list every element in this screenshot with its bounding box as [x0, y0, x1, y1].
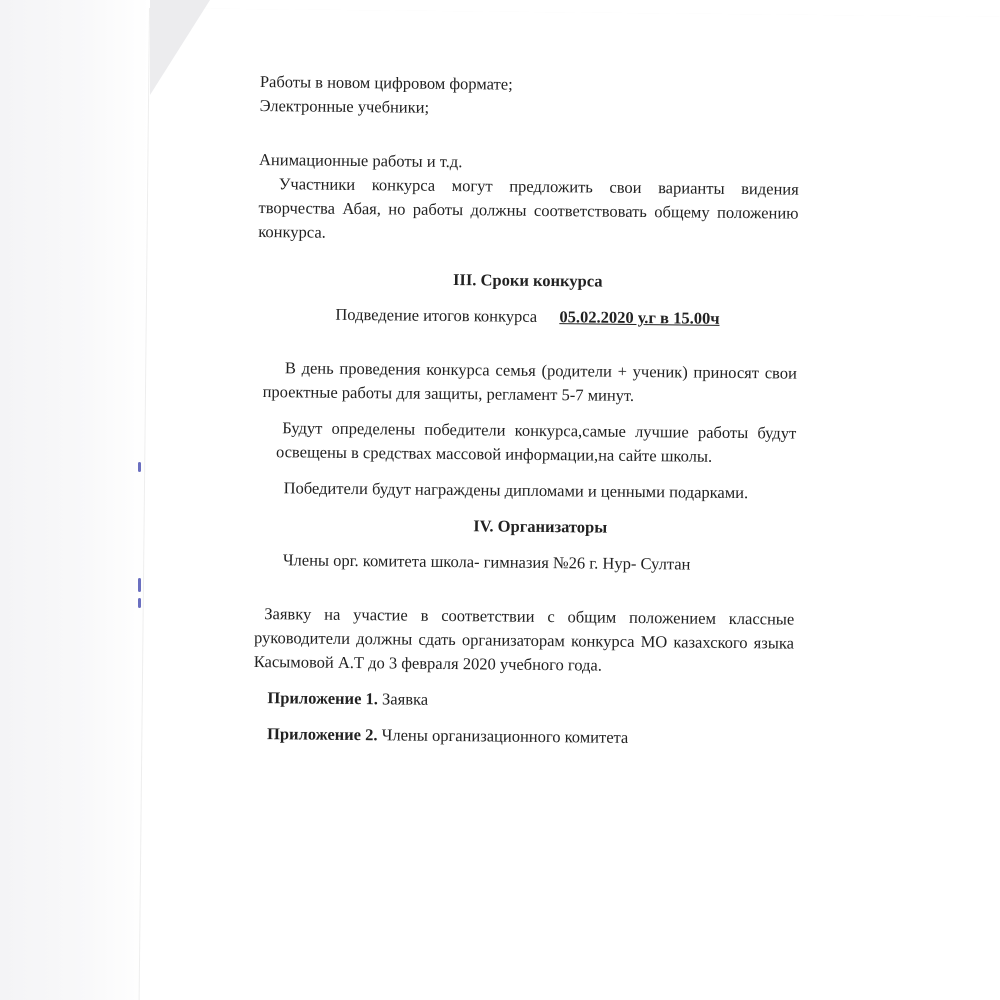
appendix-1-text: Заявка [377, 689, 429, 709]
list-item: Анимационные работы и т.д. [258, 149, 463, 172]
scan-background [0, 0, 150, 1000]
paragraph-line: проектные работы для защиты, регламент 5-7 минут. [262, 382, 635, 405]
defense-paragraph [257, 356, 797, 410]
paragraph-line: Участники конкурса могут предложить свои варианты видения [278, 174, 799, 199]
stamp-mark [138, 578, 141, 592]
paragraph-line: руководители должны сдать организаторам конкурса МО казахского языка [253, 627, 795, 653]
stamp-mark [138, 462, 141, 472]
results-label: Подведение итогов конкурса [335, 304, 538, 326]
participants-paragraph [258, 172, 799, 250]
paragraph-line: освещены в средствах массовой информации,на сайте школы. [275, 442, 713, 466]
paragraph-line: Заявку на участие в соответствии с общим положением классные [264, 604, 795, 629]
stamp-mark [138, 598, 141, 608]
paragraph-line: творчества Абая, но работы должны соответствовать общему положению [258, 197, 799, 223]
paragraph-line: В день проведения конкурса семья (родители + ученик) приносят свои [284, 358, 797, 383]
list-item: Электронные учебники; [259, 95, 430, 117]
committee-line: Члены орг. комитета школа- гимназия №26 г. Нур- Султан [282, 550, 691, 574]
appendix-1-label: Приложение 1. [267, 688, 379, 709]
awards-line: Победители будут награждены дипломами и ценными подарками. [283, 478, 749, 503]
appendix-2-label: Приложение 2. [266, 724, 378, 745]
folded-corner [150, 0, 210, 95]
application-paragraph [254, 602, 795, 680]
section-heading-organizers: IV. Организаторы [473, 516, 608, 537]
winners-paragraph [256, 416, 796, 470]
results-date: 05.02.2020 у.г в 15.00ч [559, 307, 720, 328]
paragraph-line: Касымовой А.Т до 3 февраля 2020 учебного года. [253, 651, 603, 675]
list-item: Работы в новом цифровом формате; [259, 71, 513, 94]
appendix-2-text: Члены организационного комитета [377, 725, 629, 747]
section-heading-terms: III. Сроки конкурса [452, 270, 603, 291]
paragraph-line: конкурса. [258, 221, 326, 242]
document-body [253, 70, 800, 752]
paragraph-line: Будут определены победители конкурса,самые лучшие работы будут [282, 418, 797, 443]
